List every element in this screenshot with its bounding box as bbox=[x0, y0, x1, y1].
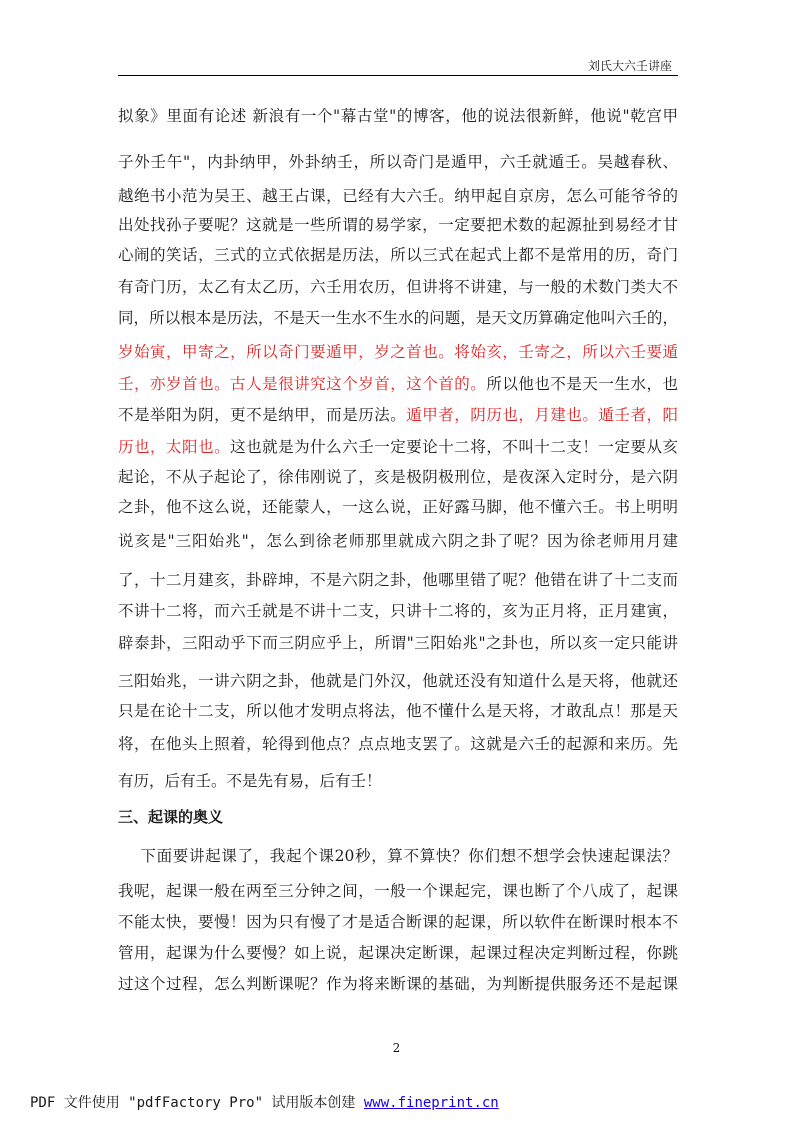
text-line bbox=[118, 670, 678, 692]
text-line bbox=[118, 341, 678, 363]
text-segment: 之卦，他不这么说，还能蒙人，一这么说，正好露马脚，他不懂六壬。书上明明 bbox=[118, 498, 678, 516]
text-segment: 说亥是"三阳始兆"，怎么到徐老师那里就成六阴之卦了呢？因为徐老师用月建 bbox=[118, 532, 678, 550]
text-line bbox=[118, 185, 678, 207]
footer-link[interactable]: www.fineprint.cn bbox=[363, 1095, 499, 1111]
text-line bbox=[118, 214, 678, 236]
section-text-line: 过这个过程，怎么判断课呢？作为将来断课的基础，为判断提供服务还不是起课 bbox=[118, 975, 678, 993]
text-line bbox=[118, 770, 678, 792]
text-line bbox=[118, 569, 678, 591]
text-line bbox=[118, 151, 678, 173]
text-segment: 子外壬午"，内卦纳甲，外卦纳壬，所以奇门是遁甲，六壬就遁壬。吴越春秋、 bbox=[118, 153, 678, 171]
text-segment: 有历，后有壬。不是先有易，后有壬！ bbox=[118, 772, 382, 790]
section-text-line: 我呢，起课一般在两至三分钟之间，一般一个课起完，课也断了个八成了，起课 bbox=[118, 882, 678, 900]
text-segment: 不是举阳为阴，更不是纳甲，而是历法。 bbox=[118, 406, 407, 424]
page-header bbox=[118, 55, 678, 76]
pdf-footer bbox=[30, 1092, 499, 1112]
section-text-line: 不能太快，要慢！因为只有慢了才是适合断课的起课，所以软件在断课时根本不 bbox=[118, 913, 678, 931]
section-text-line: 下面要讲起课了，我起个课20秒，算不算快？你们想不想学会快速起课法？ bbox=[118, 847, 678, 865]
text-line bbox=[118, 600, 678, 622]
text-line bbox=[118, 733, 678, 755]
highlighted-text: 岁始寅，甲寄之，所以奇门要遁甲，岁之首也。将始亥，壬寄之，所以六壬要遁 bbox=[118, 343, 678, 361]
text-segment: 将，在他头上照着，轮得到他点？点点地支罢了。这就是六壬的起源和来历。先 bbox=[118, 735, 678, 753]
header-title: 刘氏大六壬讲座 bbox=[587, 59, 672, 73]
text-segment: 三阳始兆，一讲六阴之卦，他就是门外汉，他就还没有知道什么是天将，他就还 bbox=[118, 672, 678, 690]
text-segment: 了，十二月建亥，卦辟坤，不是六阴之卦，他哪里错了呢？他错在讲了十二支而 bbox=[118, 571, 678, 589]
text-line bbox=[118, 700, 678, 722]
footer-text: PDF 文件使用 "pdfFactory Pro" 试用版本创建 bbox=[30, 1095, 364, 1111]
text-segment: 不讲十二将，而六壬就是不讲十二支，只讲十二将的，亥为正月将，正月建寅， bbox=[118, 602, 678, 620]
text-segment: 起论，不从子起论了，徐伟刚说了，亥是极阴极刑位，是夜深入定时分，是六阴 bbox=[118, 468, 678, 486]
text-line bbox=[118, 496, 678, 518]
text-segment: 出处找孙子要呢？这就是一些所谓的易学家，一定要把术数的起源扯到易经才甘 bbox=[118, 216, 678, 234]
text-segment: 所以他也不是天一生水，也 bbox=[486, 375, 678, 393]
text-line bbox=[118, 276, 678, 298]
text-line bbox=[118, 466, 678, 488]
text-segment: 只是在论十二支，所以他才发明点将法，他不懂什么是天将，才敢乱点！那是天 bbox=[118, 702, 678, 720]
text-segment: 同，所以根本是历法，不是天一生水不生水的问题，是天文历算确定他叫六壬的， bbox=[118, 309, 678, 327]
text-line bbox=[118, 373, 678, 395]
text-line bbox=[118, 632, 678, 654]
text-segment: 拟象》里面有论述 新浪有一个"幕古堂"的博客，他的说法很新鲜，他说"乾宫甲 bbox=[118, 107, 678, 125]
text-line bbox=[118, 530, 678, 552]
text-segment: 这也就是为什么六壬一定要论十二将，不叫十二支！一定要从亥 bbox=[230, 438, 678, 456]
text-segment: 心闹的笑话，三式的立式依据是历法，所以三式在起式上都不是常用的历，奇门 bbox=[118, 246, 678, 264]
highlighted-text: 遁甲者，阴历也，月建也。遁壬者，阳 bbox=[406, 406, 678, 424]
text-segment: 辟泰卦，三阳动乎下而三阴应乎上，所谓"三阳始兆"之卦也，所以亥一定只能讲 bbox=[118, 634, 678, 652]
text-line bbox=[118, 244, 678, 266]
highlighted-text: 历也，太阳也。 bbox=[118, 438, 231, 456]
text-line bbox=[118, 307, 678, 329]
text-segment: 越绝书小范为吴王、越王占课，已经有大六壬。纳甲起自京房，怎么可能爷爷的 bbox=[118, 187, 678, 205]
text-segment: 有奇门历，太乙有太乙历，六壬用农历，但讲将不讲建，与一般的术数门类大不 bbox=[118, 278, 678, 296]
text-line bbox=[118, 404, 678, 426]
text-line bbox=[118, 436, 678, 458]
page-number: 2 bbox=[392, 1041, 401, 1055]
section-text-line: 管用，起课为什么要慢？如上说，起课决定断课，起课过程决定判断过程，你跳 bbox=[118, 944, 678, 962]
section-heading: 三、起课的奥义 bbox=[118, 808, 224, 826]
highlighted-text: 壬，亦岁首也。古人是很讲究这个岁首，这个首的。 bbox=[118, 375, 487, 393]
text-line bbox=[118, 105, 678, 127]
